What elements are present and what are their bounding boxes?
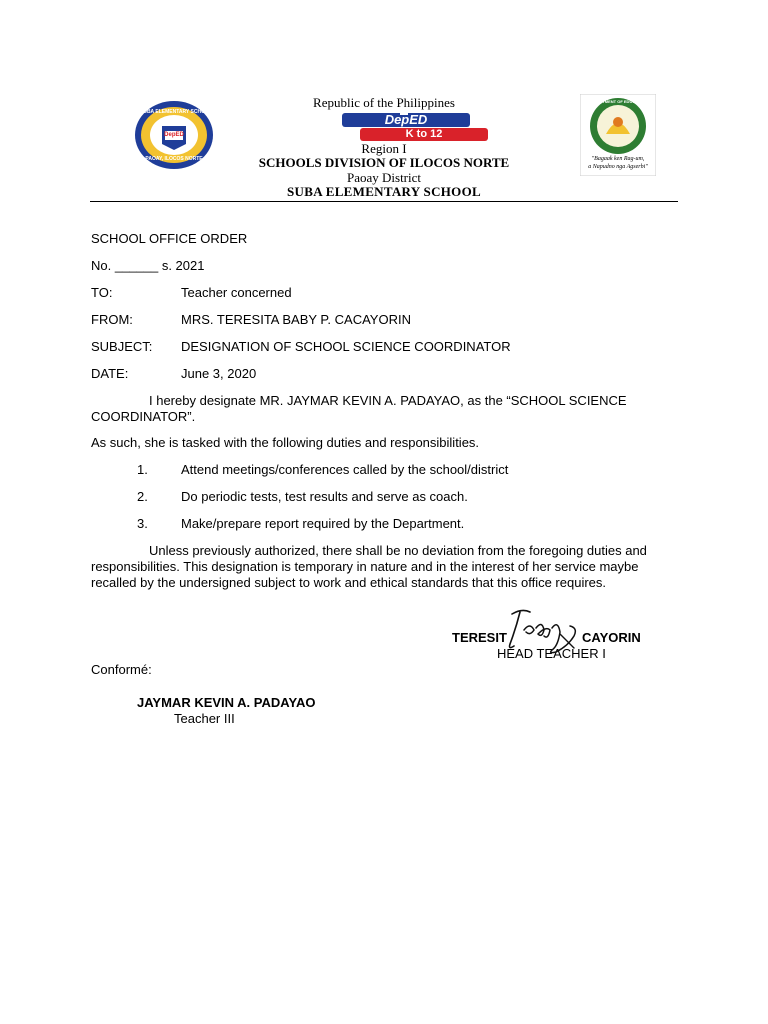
closing-paragraph-line-1: Unless previously authorized, there shall be no deviation from the foregoing duties and (149, 543, 647, 558)
seal-motto-line-1: "Bagaak ken Rag-um, (591, 156, 645, 162)
subject-value: DESIGNATION OF SCHOOL SCIENCE COORDINATOR (181, 339, 511, 354)
closing-paragraph-line-2: responsibilities. This designation is temporary in nature and in the interest of her service maybe (91, 559, 639, 574)
from-label: FROM: (91, 312, 133, 327)
duty-1-number: 1. (137, 462, 148, 477)
handwritten-signature (500, 606, 586, 658)
letterhead-divider (90, 201, 678, 202)
signatory-name-left: TERESIT (452, 630, 507, 645)
school-name-line: SUBA ELEMENTARY SCHOOL (287, 184, 481, 199)
duty-2-text: Do periodic tests, test results and serve as coach. (181, 489, 468, 504)
date-value: June 3, 2020 (181, 366, 257, 381)
duty-2-number: 2. (137, 489, 148, 504)
duty-1-text: Attend meetings/conferences called by the school/district (181, 462, 509, 477)
duties-intro: As such, she is tasked with the following duties and responsibilities. (91, 435, 480, 450)
region-line: Region I (361, 141, 407, 156)
from-value: MRS. TERESITA BABY P. CACAYORIN (181, 312, 411, 327)
k12-logo-text: K to 12 (405, 128, 443, 140)
deped-k12-logo (340, 112, 490, 142)
seal-center-text: DepED (164, 132, 184, 138)
designation-paragraph-line-2: COORDINATOR”. (91, 409, 196, 424)
duty-3-text: Make/prepare report required by the Department. (181, 516, 465, 531)
conforme-name: JAYMAR KEVIN A. PADAYAO (137, 695, 316, 710)
date-label: DATE: (91, 366, 129, 381)
division-line: SCHOOLS DIVISION OF ILOCOS NORTE (258, 155, 510, 170)
to-label: TO: (91, 285, 113, 300)
seal-ring-top-text: SUBA ELEMENTARY SCHOOL (140, 109, 212, 115)
seal-ring-bottom-text: PAOAY, ILOCOS NORTE (145, 156, 203, 162)
signatory-name-right: CAYORIN (582, 630, 641, 645)
duty-3-number: 3. (137, 516, 148, 531)
order-title: SCHOOL OFFICE ORDER (91, 231, 248, 246)
conforme-title: Teacher III (174, 711, 235, 726)
seal-motto-line-2: a Napudno nga Agserbi" (588, 164, 648, 170)
designation-paragraph-line-1: I hereby designate MR. JAYMAR KEVIN A. PADAYAO, as the “SCHOOL SCIENCE (149, 393, 627, 408)
district-line: Paoay District (346, 170, 421, 185)
conforme-label: Conformé: (91, 662, 152, 677)
republic-line: Republic of the Philippines (313, 95, 455, 110)
closing-paragraph-line-3: recalled by the undersigned subject to work and ethical standards that this office requires. (91, 575, 607, 590)
seal-ring-text: DEPARTMENT OF EDUCATION (588, 99, 648, 104)
subject-label: SUBJECT: (91, 339, 153, 354)
signatory-title: HEAD TEACHER I (497, 646, 606, 661)
deped-logo-text: DepED (384, 112, 428, 127)
order-number: No. ______ s. 2021 (91, 258, 205, 273)
to-value: Teacher concerned (181, 285, 292, 300)
